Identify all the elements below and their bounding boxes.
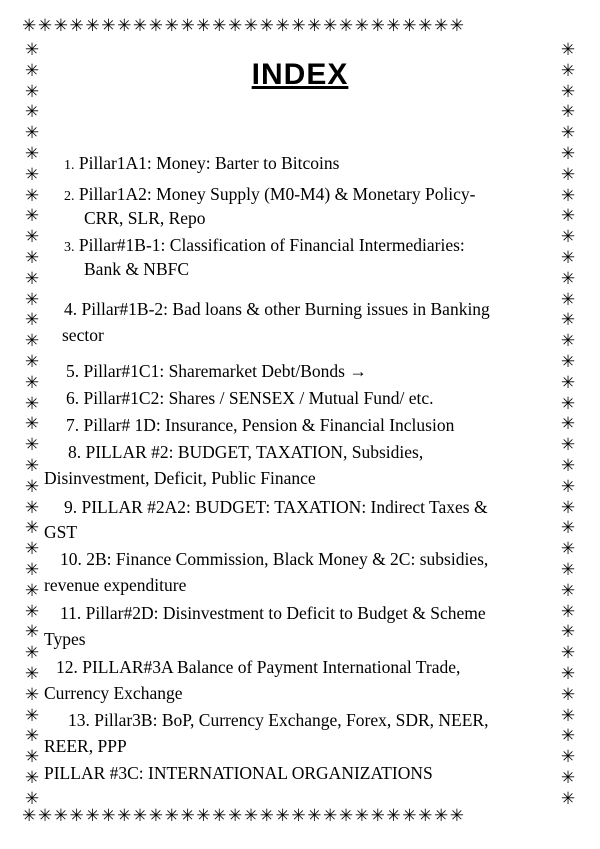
index-entry-11-continued: Types xyxy=(44,629,86,649)
index-entry-13: 13. Pillar3B: BoP, Currency Exchange, Forex, SDR, NEER, xyxy=(68,710,489,730)
entry-number: 1. xyxy=(64,158,75,173)
entry-text: Pillar1A2: Money Supply (M0-M4) & Monetary Policy- xyxy=(78,184,476,204)
index-entry-12-continued: Currency Exchange xyxy=(44,683,183,703)
index-entry-4-continued: sector xyxy=(62,325,104,345)
index-entry-10: 10. 2B: Finance Commission, Black Money & 2C: subsidies, xyxy=(60,549,489,569)
entry-text: Pillar1A1: Money: Barter to Bitcoins xyxy=(78,153,340,173)
index-entry-1 xyxy=(64,152,339,177)
right-star-border: ✳✳✳✳✳✳✳✳✳✳✳✳✳✳✳✳✳✳✳✳✳✳✳✳✳✳✳✳✳✳✳✳✳✳✳✳✳ xyxy=(560,40,576,809)
index-entry-7: 7. Pillar# 1D: Insurance, Pension & Financial Inclusion xyxy=(66,415,455,435)
entry-number: 3. xyxy=(64,240,75,255)
index-entry-4: 4. Pillar#1B-2: Bad loans & other Burning issues in Banking xyxy=(64,299,490,319)
page-title: INDEX xyxy=(251,58,349,91)
index-entry-14: PILLAR #3C: INTERNATIONAL ORGANIZATIONS xyxy=(44,763,433,783)
index-entry-8-continued: Disinvestment, Deficit, Public Finance xyxy=(44,468,316,488)
left-star-border: ✳✳✳✳✳✳✳✳✳✳✳✳✳✳✳✳✳✳✳✳✳✳✳✳✳✳✳✳✳✳✳✳✳✳✳✳✳ xyxy=(24,40,40,809)
top-star-border: ✳✳✳✳✳✳✳✳✳✳✳✳✳✳✳✳✳✳✳✳✳✳✳✳✳✳✳✳ xyxy=(22,16,466,36)
index-entry-6: 6. Pillar#1C2: Shares / SENSEX / Mutual Fund/ etc. xyxy=(66,388,434,408)
index-entry-3-continued: Bank & NBFC xyxy=(84,259,190,279)
index-entry-5: 5. Pillar#1C1: Sharemarket Debt/Bonds → xyxy=(66,361,367,381)
index-entry-10-continued: revenue expenditure xyxy=(44,575,187,595)
entry-text: Pillar#1B-1: Classification of Financial Intermediaries: xyxy=(78,235,465,255)
bottom-star-border: ✳✳✳✳✳✳✳✳✳✳✳✳✳✳✳✳✳✳✳✳✳✳✳✳✳✳✳✳ xyxy=(22,806,466,826)
index-entry-9-continued: GST xyxy=(44,522,78,542)
index-entry-2 xyxy=(64,183,476,208)
index-entry-3 xyxy=(64,234,465,259)
index-entry-9: 9. PILLAR #2A2: BUDGET: TAXATION: Indirect Taxes & xyxy=(64,497,488,517)
index-entry-8: 8. PILLAR #2: BUDGET, TAXATION, Subsidies, xyxy=(68,442,424,462)
index-entry-11: 11. Pillar#2D: Disinvestment to Deficit to Budget & Scheme xyxy=(60,603,486,623)
index-entry-2-continued: CRR, SLR, Repo xyxy=(84,208,206,228)
index-entry-13-continued: REER, PPP xyxy=(44,736,127,756)
entry-number: 2. xyxy=(64,189,75,204)
index-entry-12: 12. PILLAR#3A Balance of Payment International Trade, xyxy=(56,657,461,677)
